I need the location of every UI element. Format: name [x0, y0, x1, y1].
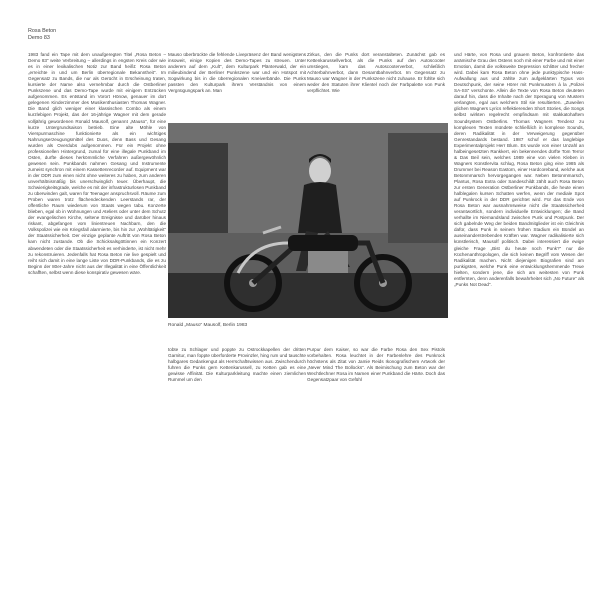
column-1-text: 1983 fand ein Tape mit dem unaufgeregten Titel „Rosa Beton – Demo 83“ weite Verbreitung – allerdings in engsten Kreis oder wie es in einer lexikalischen Notiz zur Band heißt: Rosa Beton „erreichte in und um Berlin überregionale Bekanntheit“. Im Gegensatz zu Bands, die nur als Gerücht in Erscheinung traten, kursierte der Name also vernehmbar durch die Ostberliner Punkszene und das Demo-Tape wurde mit einigem Entzücken aufgenommen. Es entstand im Vorort Hönow, genauer im dort gelegenen Kinderzimmer des Musikenthusiasten Thomas Wagner. Die Band glich weniger einer klassischen Combo als einem kurzlebigen Projekt, das der 16-jährige Wagner mit dem gerade volljährig gewordenen Ronald Mausolf, genannt „Mauso“, für eine kurze Untergrundsaison betrieb. Eine alte Möhle von Vierspurmaschine funktionierte als ein wichtiges Nahrungserzeugungsmittel des Duos, denn Bass und Gesang wurden als Overdubs aufgenommen. Für ein Projekt ohne professionellen Hintergrund, zumal für eine illegale Punkband im Osten, durfte dieses herkömmliche Verfahren außergewöhnlich gewesen sein. Punkbands nahmen Gesang und Instrumente zumeist synchron mit einem Kassettenrecorder auf. Equipment war in der DDR zum einen nicht ohne weiteres zu haben, zum anderen unverhältnismäßig bis unerschwinglich teuer. Überhaupt, die Schwierigkeitsgrade, welche es mit der infrastrukturlosen Punkband zu überwinden galt, waren für Teenager anspruchsvoll. Räume zum Proben waren trotz flächendeckenden Leerstands rar, der offentliche Raum wiederum von Staats wegen tabu. Konzerte blieben, egal ob in Wohnungen und Ateliers oder unter dem Schutz der evangelischen Kirche, seltene Ereignisse und darüber hinaus riskant, abgefangen vom linientreuen Nachbarn, den die Volkspolizei wie ein Kriegsfall alarmierte, bis hin zur „Wohltätigkeit“ der Staatssicherheit. Der einzige geplante Auftritt von Rosa Beton kam nicht zustande. Ob die Schicksalsgöttinnen ein Konzert abwendeten oder die Staatssicherheit es verhinderte, ist nicht mehr zu rekonstruieren. Jedenfalls hat Rosa Beton nie live gespielt und reiht sich damit in eine lange Liste von DDR-Punkbands, die es zu Beginn der 80er-Jahre nicht aus der Illegalität in eine Öffentlichkeit schafften, selbst wenn diese konspirativ gewesen wäre. [28, 52, 166, 275]
author-name: Rosa Beton [28, 28, 57, 34]
column-2-bottom-text: tobte zu Schlager und poppte zu Ostrockkapellen der dritten Garnitur, man foppte überforderte Provinzler, hing rum und tauschte halbgares Gedankengut als Herrschaftswissen aus. Zwischendurch fuhren die Punks gern Kettenkarussell, zu Ketten gab es eine gewisse Affinität. Die Kulturparkleitung machte einen ziemlichen Rummel um den [168, 347, 306, 383]
text-column-3-bottom [307, 347, 445, 402]
page-header [28, 28, 56, 42]
text-column-4 [454, 52, 584, 402]
column-3-top-text: Zirkus, den die Punks dort veranstalteten. Zunächst gab es Kettenkarussellverbot, als die Punks auf den Autoscooter umstiegen, kam das Autoscooterverbot, schließlich Achterbahnverbot, dann Gesamtbahnverbot. Im Gegensatz zu Mauso war Wagner in der Punkszene nicht zuhause. Er fühlte sich weder den Statuten ihrer Klientel noch der Farbpalette von Punk verpflichtet. Wie [307, 52, 445, 94]
text-column-1 [28, 52, 166, 402]
text-column-2-bottom [168, 347, 306, 402]
text-column-2-top [168, 52, 306, 120]
motorcycle-photo [168, 123, 448, 318]
photo-caption: Ronald „Mauso“ Mausolf, Berlin 1983 [168, 323, 248, 328]
column-4-text: und Härte, von Rosa und grauem Beton, konfrontierte das anämische Grau des Ostens noch mit einer Farbe und mit einer Emotion, damit die volksweite Depression schlitter und frecher wird. Dabei kam Rosa Beton ohne jede punktypische Hass-Aufwallung aus und zählte zum aufgeklärten Typus von Deutschpunk, der seine Hörer mit Punkmustern à la „Polizei SA-SS“ verschonte. Allein die Texte von Rosa Beton deuteten darauf hin, dass die Inhalte nach der Speragung von Mustern verlangten, egal aus welchem Stil sie resultierten. „Zuweilen glichen Wagners Lyrics reflektierenden Short Stories, die Songs selbst wirkten regelrecht empfindsam mit stakkatohaftem Soundsystem Ostberlins. Thomas Wagners Tendenz zu komplexen Texten mündete schließlich in komplexe Sounds, deren Radikalität in der Verweigerung gegenüber Genrestandards bestand. 1987 schuf er das langlebige Experimentalprojekt Herr Blum. Es wurde von einer Unzahl an halbeingesetzten Rankkert, ein bekennendes dürfte Tom Terror & Das Beil sein, welches 1989 eine von vielen Kleben in Wagners Künstlervita schlug, Rosa Beton ging eine 1985 als Drummer bei Reason Eastorn, einer Hardcoreband, welche aus Betonmmarsch hervorgegangen war. Neben Betonmmarsch, Plantus, Rosa Extra oder Sandeschildt zählt auch Rosa Beton zur ersten Generation Ostberliner Punkbands, die heute einen halblegalen kursen Schatten werfen, wenn der mediale Spot auf Punkrock in der DDR gerichtet wird. Für das Ende von Rosa Beton war ausnahmsweise nicht die Staatssicherheit verantwortlich, sondern individuelle Entwicklungen; die Band verhallte im Niemandsland zwischen Punk und Postpunk. Der sich gabelnde Weg der beiden Bandmitglieder ist ein Gleichnis dafür, dass Punk in seinem frühen Stadium ein Bündel an auseinanderstrebenden Kräften war. Wagner radikalisierte sich künstlerisch, Mausolf politisch. Dabei interessiert die ewige gleiche Frage „Bist du heute noch Punk?“ nur die Küchenanthropologen, die sich keinen Begriff vom Wesen der Radikalität machen. Nicht diejenigen Biografien sind am punkigsten, welche Punk eine entwicklungshemmende Treue hielten, sondern jene, die sich am weitesten von Punk entfernten, denn anderenfalls bewahrheitet sich „No Future“ als „Punks Not Dead“. [454, 52, 584, 287]
column-3-bottom-text: Purpur dem Kaiser, so war die Farbe Rosa den Sex Pistols vorbehalten. Rosa leuchtet in der Farbenlehre des Punkrock höchstens als Zitat von Jamie Reids Ikonografischem Artwork der „Never Mind The Bollocks“. Als Beimischung zum Beton war der Wechtlechner Rosa im Namen einer Punkband die Härte. Doch das Gegensatzpaar von Gefühl [307, 347, 445, 383]
release-title: Demo 83 [28, 35, 50, 41]
column-2-top-text: Mauso überbrückte die fehlende Livepräsenz der Band wenigstens insoweit, einige Kopien des Demo-Tapes zu streuen. Unter anderem auf dem „Kult“, dem Kulturpark Plänterwald, der ein milieubindend der Berliner Punkszene war und ein Hotspot mit Sogwirkung bis in die überregionalen Kneiverbände. Die Punks passten den Kulturpark ihrem Verständnis von einem Vergnügungspark an. Man [168, 52, 306, 94]
text-column-3-top [307, 52, 445, 120]
photo-illustration [168, 123, 448, 318]
